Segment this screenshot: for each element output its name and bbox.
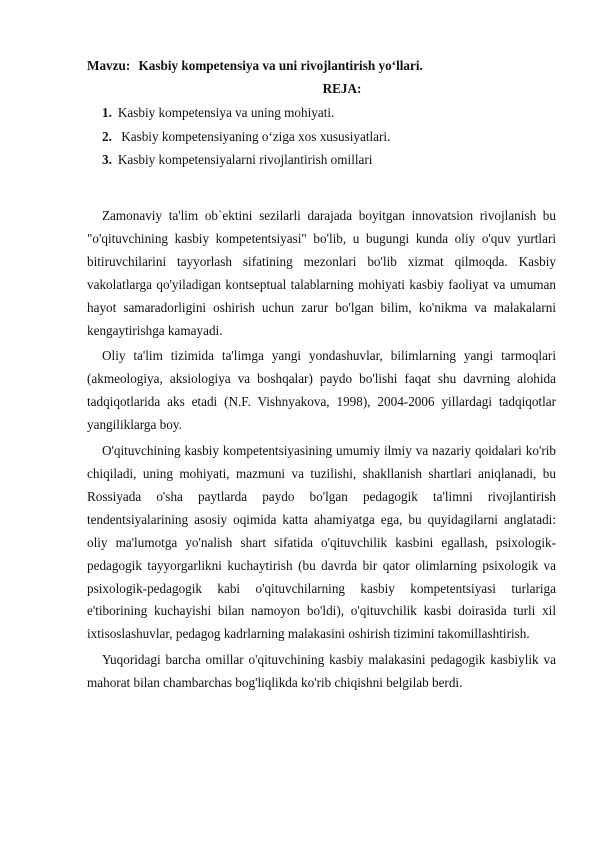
plan-heading: REJA:: [322, 81, 362, 96]
plan-item-number: 2.: [102, 128, 112, 144]
plan-item-text: Kasbiy kompetensiyaning o‘ziga xos xususiyatlari.: [117, 128, 391, 144]
plan-item: [102, 152, 390, 176]
plan-item-number: 1.: [102, 105, 112, 120]
plan-item: [102, 105, 390, 129]
topic-label: Mavzu:: [87, 58, 131, 73]
paragraph: Oliy ta'lim tizimida ta'limga yangi yondashuvlar, bilimlarning yangi tarmoqlari (akmeologiya, aksiologiya va boshqalar) paydo bo'lishi faqat shu davrning alohida tadqiqotlarida aks etadi (N.F. Vishnyakova, 1998), 2004-2006 yillardagi tadqiqotlar yangiliklarga boy.: [87, 348, 556, 433]
topic-title: Kasbiy kompetensiya va uni rivojlantirish yo‘llari.: [138, 58, 423, 73]
paragraph: Zamonaviy ta'lim ob`ektini sezilarli darajada boyitgan innovatsion rivojlanish bu "o'qituvchining kasbiy kompetentsiyasi" bo'lib, u bugungi kunda oliy o'quv yurtlari bitiruvchilarini tayyorlash sifatining mezonlari bo'lib xizmat qilmoqda. Kasbiy vakolatlarga qo'yiladigan kontseptual talablarning mohiyati kasbiy faoliyat va umuman hayot samaradorligini oshirish uchun zarur bo'lgan bilim, ko'nikma va malakalarni kengaytirishga kamayadi.: [87, 208, 556, 338]
plan-list: [102, 105, 390, 176]
plan-item-number: 3.: [102, 152, 112, 167]
paragraph: O'qituvchining kasbiy kompetentsiyasining umumiy ilmiy va nazariy qoidalari ko'rib chiqiladi, uning mohiyati, mazmuni va tuzilishi, shakllanish shartlari aniqlanadi, bu Rossiyada o'sha paytlarda paydo bo'lgan pedagogik ta'limni rivojlantirish tendentsiyalarining asosiy oqimida katta ahamiyatga ega, bu quyidagilarni anglatadi: oliy ma'lumotga yo'nalish shart sifatida o'qituvchilik kasbini egallash, psixologik-pedagogik tayyorgarlikni kuchaytirish (bu davrda bir qator olimlarning psixologik va psixologik-pedagogik kabi o'qituvchilarning kasbiy kompetentsiyasi turlariga e'tiborining kuchayishi bilan namoyon bo'ldi), o'qituvchilik kasbi doirasida turli xil ixtisoslashuvlar, pedagog kadrlarning malakasini oshirish tizimini takomillashtirish.: [87, 443, 556, 642]
body-text: [87, 205, 556, 698]
plan-item-text: Kasbiy kompetensiyalarni rivojlantirish omillari: [117, 152, 373, 167]
topic-line: [87, 58, 423, 74]
paragraph: Yuqoridagi barcha omillar o'qituvchining kasbiy malakasini pedagogik kasbiylik va mahorat bilan chambarchas bog'liqlikda ko'rib chiqishni belgilab berdi.: [87, 652, 556, 691]
plan-item-text: Kasbiy kompetensiya va uning mohiyati.: [117, 105, 335, 120]
plan-item: [102, 129, 390, 153]
